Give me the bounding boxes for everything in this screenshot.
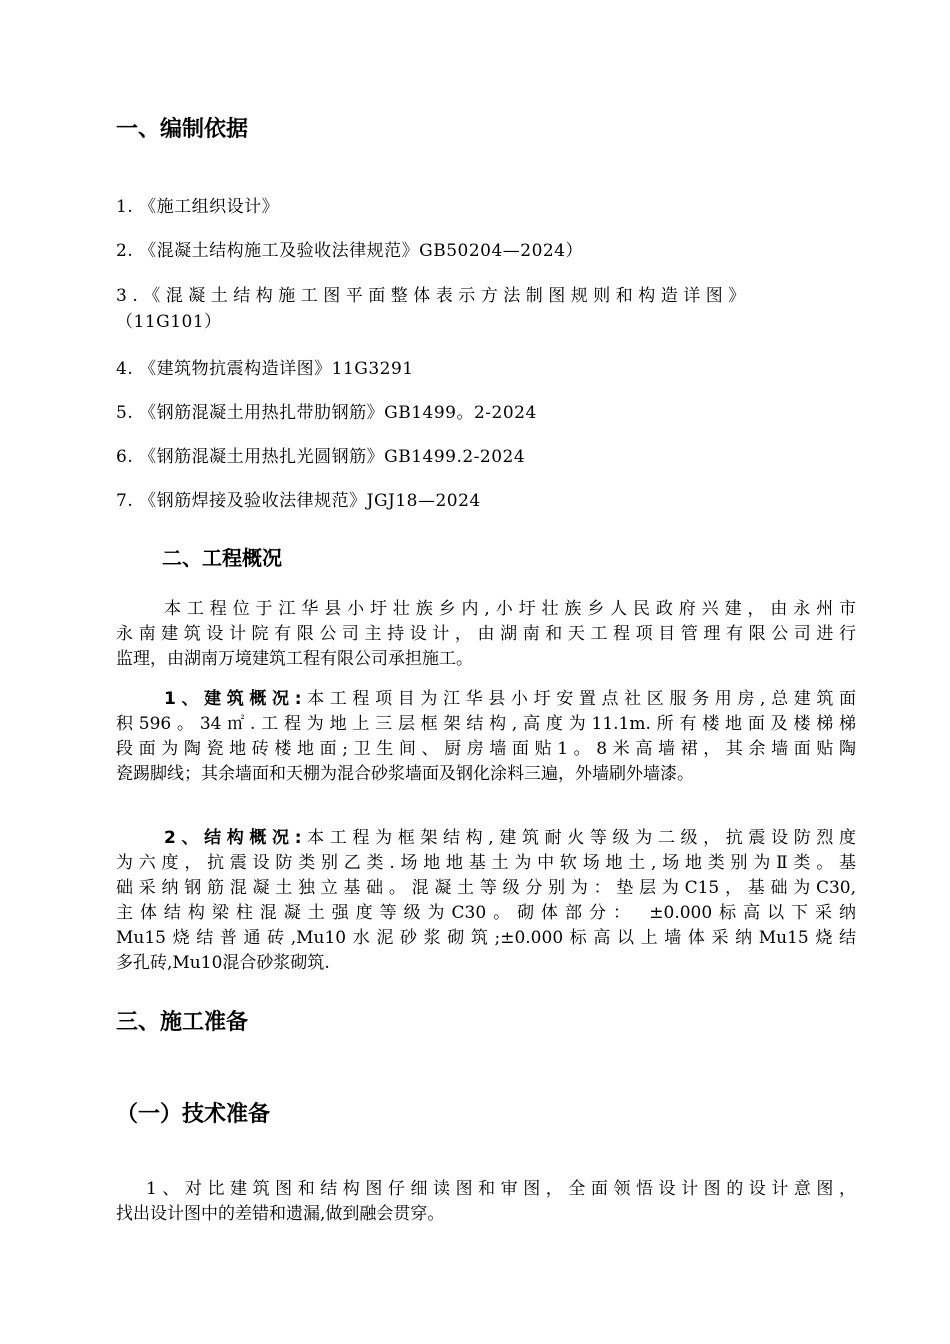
building-overview-label: 1、建筑概况:	[164, 689, 302, 709]
structure-first-line	[116, 826, 856, 851]
building-first-line-text: 本工程项目为江华县小圩安置点社区服务用房,总建筑面	[301, 689, 856, 709]
structure-overview-paragraph	[116, 826, 856, 976]
technical-item-paragraph	[116, 1177, 856, 1227]
intro-line: 永南建筑设计院有限公司主持设计，由湖南和天工程项目管理有限公司进行	[116, 624, 856, 644]
structure-line: 多孔砖,Mu10混合砂浆砌筑.	[116, 953, 330, 973]
reference-item-2: 2. 《混凝土结构施工及验收法律规范》GB50204—2024）	[116, 241, 584, 261]
section-heading-preparation: 三、施工准备	[116, 1010, 249, 1035]
reference-item-7: 7. 《钢筋焊接及验收法律规范》JGJ18—2024	[116, 491, 481, 511]
building-line: 瓷踢脚线；其余墙面和天棚为混合砂浆墙面及钢化涂料三遍，外墙刷外墙漆。	[116, 764, 694, 784]
project-intro-paragraph	[116, 597, 856, 672]
technical-item-line: 找出设计图中的差错和遗漏,做到融会贯穿。	[116, 1204, 445, 1224]
reference-item-3-continued: （11G101）	[116, 312, 222, 332]
building-first-line	[116, 687, 856, 712]
structure-line: Mu15烧结普通砖,Mu10水泥砂浆砌筑;±0.000标高以上墙体采纳Mu15烧结	[116, 928, 856, 948]
building-line: 积596。34㎡.工程为地上三层框架结构,高度为11.1m.所有楼地面及楼梯梯	[116, 714, 856, 734]
structure-overview-label: 2、结构概况:	[164, 828, 302, 848]
subsection-heading-technical: （一）技术准备	[116, 1102, 271, 1127]
structure-line: 为六度，抗震设防类别乙类.场地地基土为中软场地土,场地类别为Ⅱ类。基	[116, 853, 856, 873]
section-heading-basis: 一、编制依据	[116, 117, 249, 142]
intro-line: 本工程位于江华县小圩壮族乡内,小圩壮族乡人民政府兴建，由永州市	[164, 599, 856, 619]
technical-item-line: 1、对比建筑图和结构图仔细读图和审图，全面领悟设计图的设计意图，	[146, 1179, 856, 1199]
reference-item-3: 3.《混凝土结构施工图平面整体表示方法制图规则和构造详图》	[116, 286, 751, 306]
structure-line: 础采纳钢筋混凝土独立基础。混凝土等级分别为：垫层为C15，基础为C30,	[116, 878, 856, 898]
intro-line: 监理，由湖南万境建筑工程有限公司承担施工。	[116, 649, 473, 669]
section-heading-overview: 二、工程概况	[162, 546, 282, 570]
structure-line: 主体结构梁柱混凝土强度等级为C30。砌体部分： ±0.000标高以下采纳	[116, 903, 856, 923]
building-overview-paragraph	[116, 687, 856, 787]
reference-item-1: 1. 《施工组织设计》	[116, 197, 280, 217]
reference-item-5: 5. 《钢筋混凝土用热扎带肋钢筋》GB1499。2-2024	[116, 403, 537, 423]
building-line: 段面为陶瓷地砖楼地面;卫生间、厨房墙面贴1。8米高墙裙，其余墙面贴陶	[116, 739, 856, 759]
structure-first-line-text: 本工程为框架结构,建筑耐火等级为二级，抗震设防烈度	[301, 828, 856, 848]
reference-item-4: 4. 《建筑物抗震构造详图》11G3291	[116, 359, 414, 379]
reference-item-6: 6. 《钢筋混凝土用热扎光圆钢筋》GB1499.2-2024	[116, 447, 526, 467]
